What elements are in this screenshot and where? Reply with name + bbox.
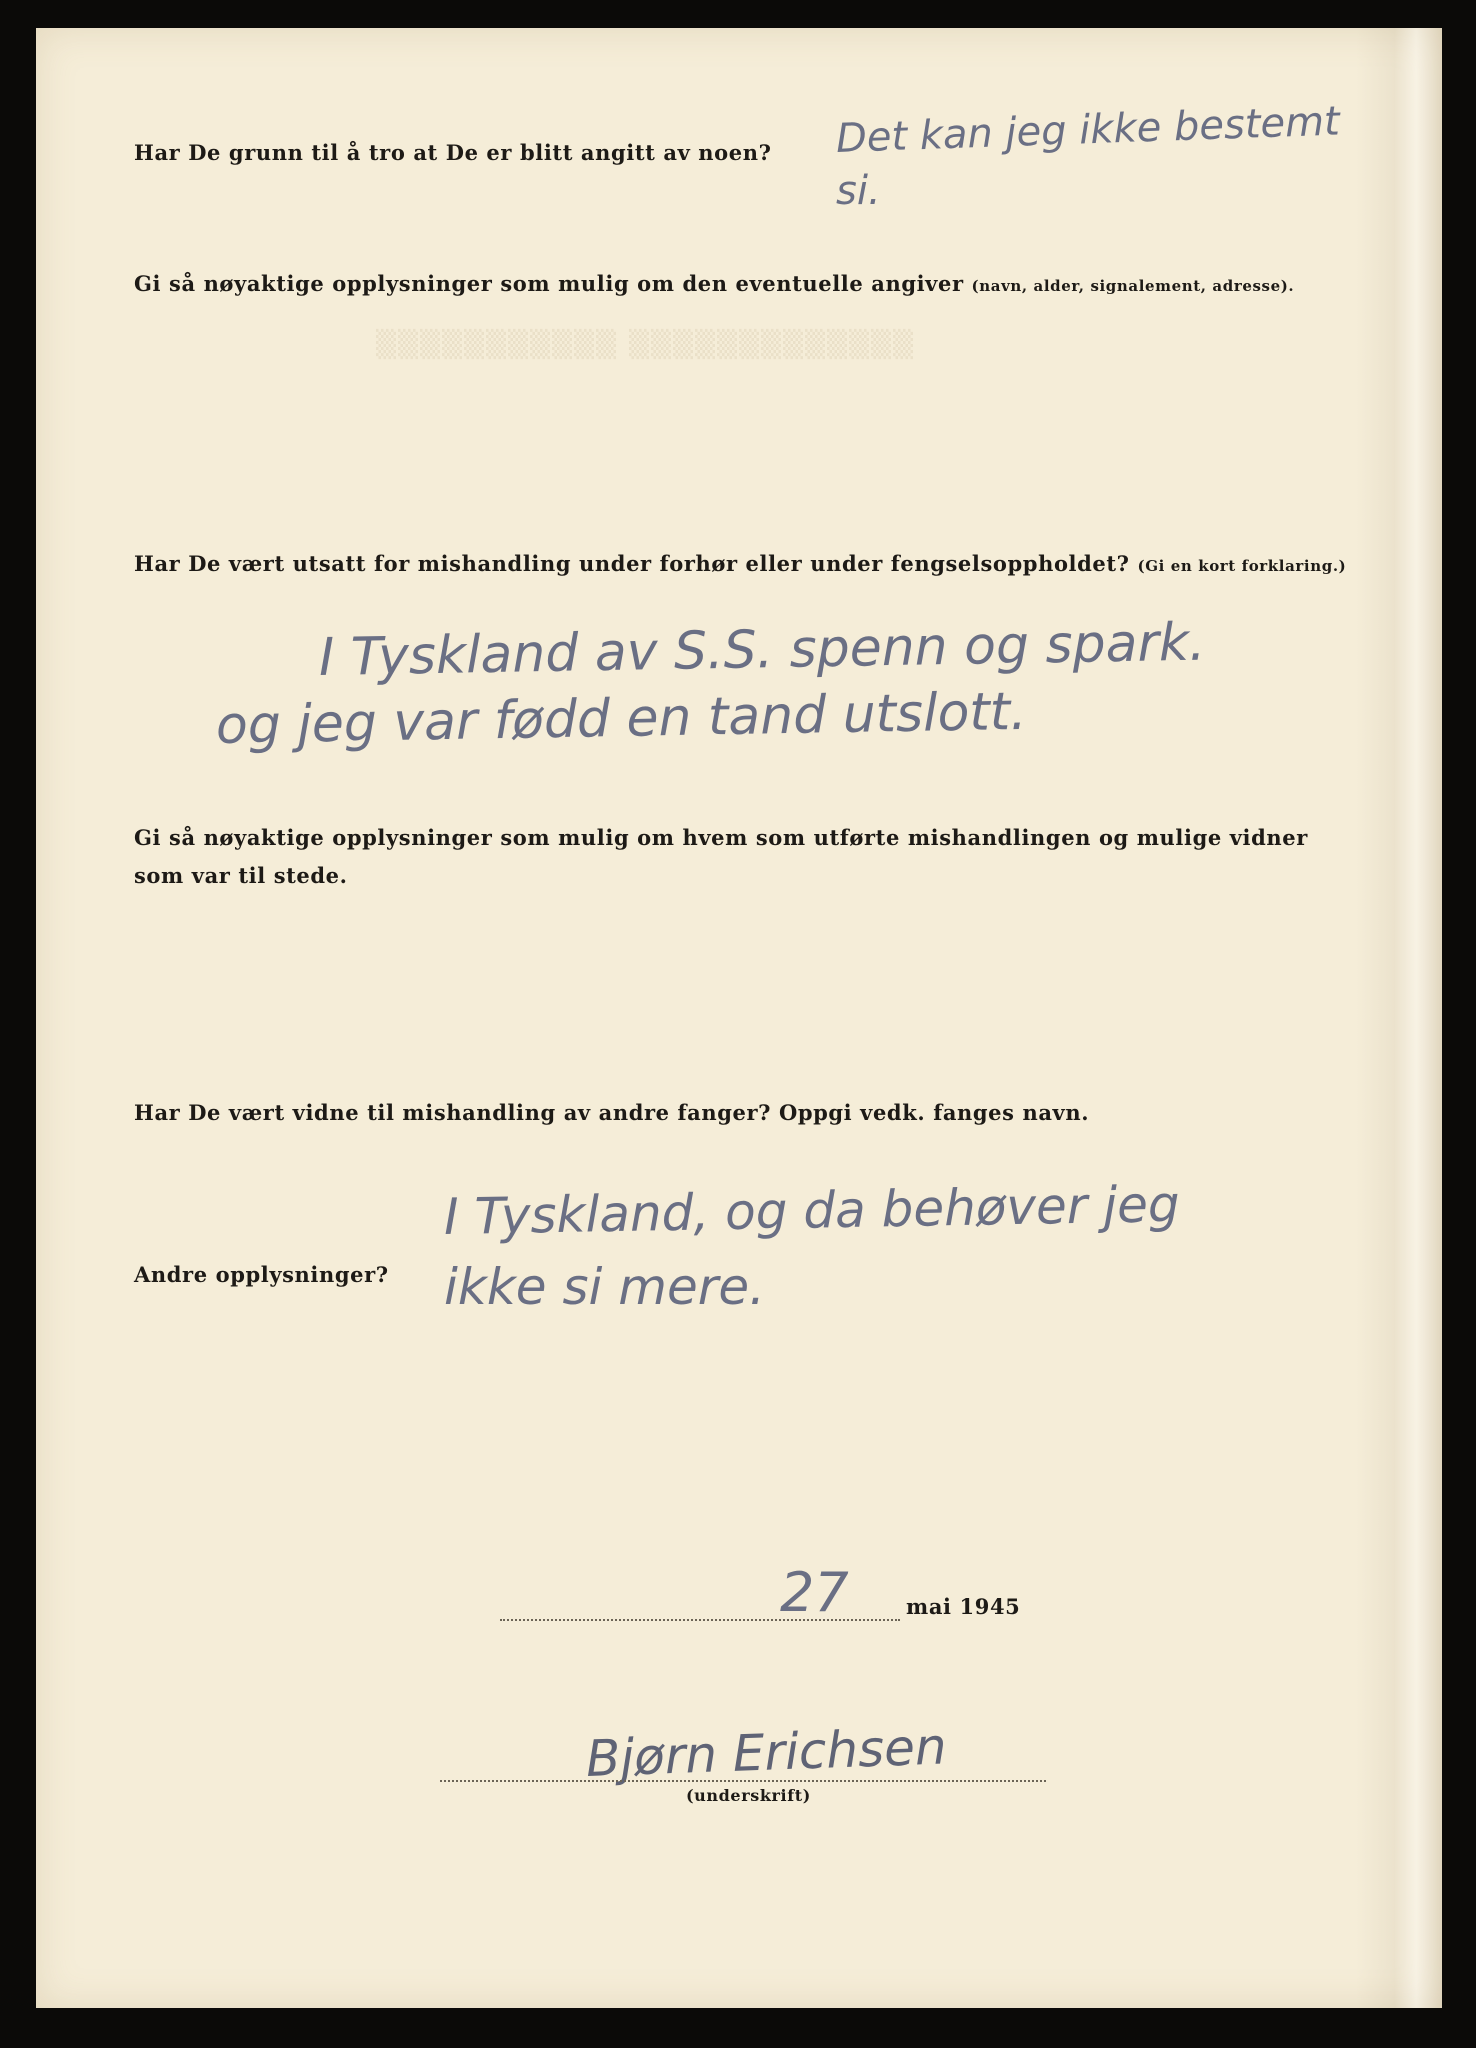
answer-informer-line2: si. bbox=[836, 168, 881, 214]
signature-label: (underskrift) bbox=[686, 1786, 811, 1805]
question-witness: Har De vært vidne til mishandling av andre fanger? Oppgi vedk. fanges navn. bbox=[134, 1100, 1090, 1125]
answer-other-info-line1: I Tyskland, og da behøver jeg bbox=[443, 1175, 1181, 1246]
date-month-year: mai 1945 bbox=[906, 1594, 1021, 1619]
bleed-through-text: ▒▒▒▒▒▒▒▒▒▒▒ ▒▒▒▒▒▒▒▒▒▒▒▒▒ bbox=[376, 330, 915, 360]
signature: Bjørn Erichsen bbox=[584, 1717, 948, 1788]
question-perpetrators: Gi så nøyaktige opplysninger som mulig om hvem som utførte mishandlingen og mulige vidner bbox=[134, 825, 1308, 850]
answer-informer-line1: Det kan jeg ikke bestemt bbox=[835, 98, 1341, 162]
question-mistreatment-note: (Gi en kort forklaring.) bbox=[1137, 557, 1347, 575]
date-day: 27 bbox=[780, 1561, 849, 1624]
page-fold-shadow bbox=[1356, 28, 1442, 2008]
question-informer-details bbox=[134, 271, 1294, 296]
answer-mistreatment-line1: I Tyskland av S.S. spenn og spark. bbox=[318, 612, 1206, 688]
question-perpetrators-line2: som var til stede. bbox=[134, 863, 348, 888]
answer-mistreatment-line2: og jeg var fødd en tand utslott. bbox=[215, 681, 1028, 756]
question-informer-details-main: Gi så nøyaktige opplysninger som mulig om den eventuelle angiver bbox=[134, 271, 964, 296]
question-mistreatment bbox=[134, 551, 1346, 576]
form-page bbox=[36, 28, 1442, 2008]
question-informer-details-note: (navn, alder, signalement, adresse). bbox=[971, 277, 1295, 295]
question-mistreatment-main: Har De vært utsatt for mishandling under forhør eller under fengselsoppholdet? bbox=[134, 551, 1130, 576]
question-other-info: Andre opplysninger? bbox=[134, 1262, 389, 1287]
signature-dotted-line bbox=[440, 1780, 1046, 1782]
question-informer: Har De grunn til å tro at De er blitt angitt av noen? bbox=[134, 140, 772, 165]
answer-other-info-line2: ikke si mere. bbox=[444, 1258, 765, 1316]
